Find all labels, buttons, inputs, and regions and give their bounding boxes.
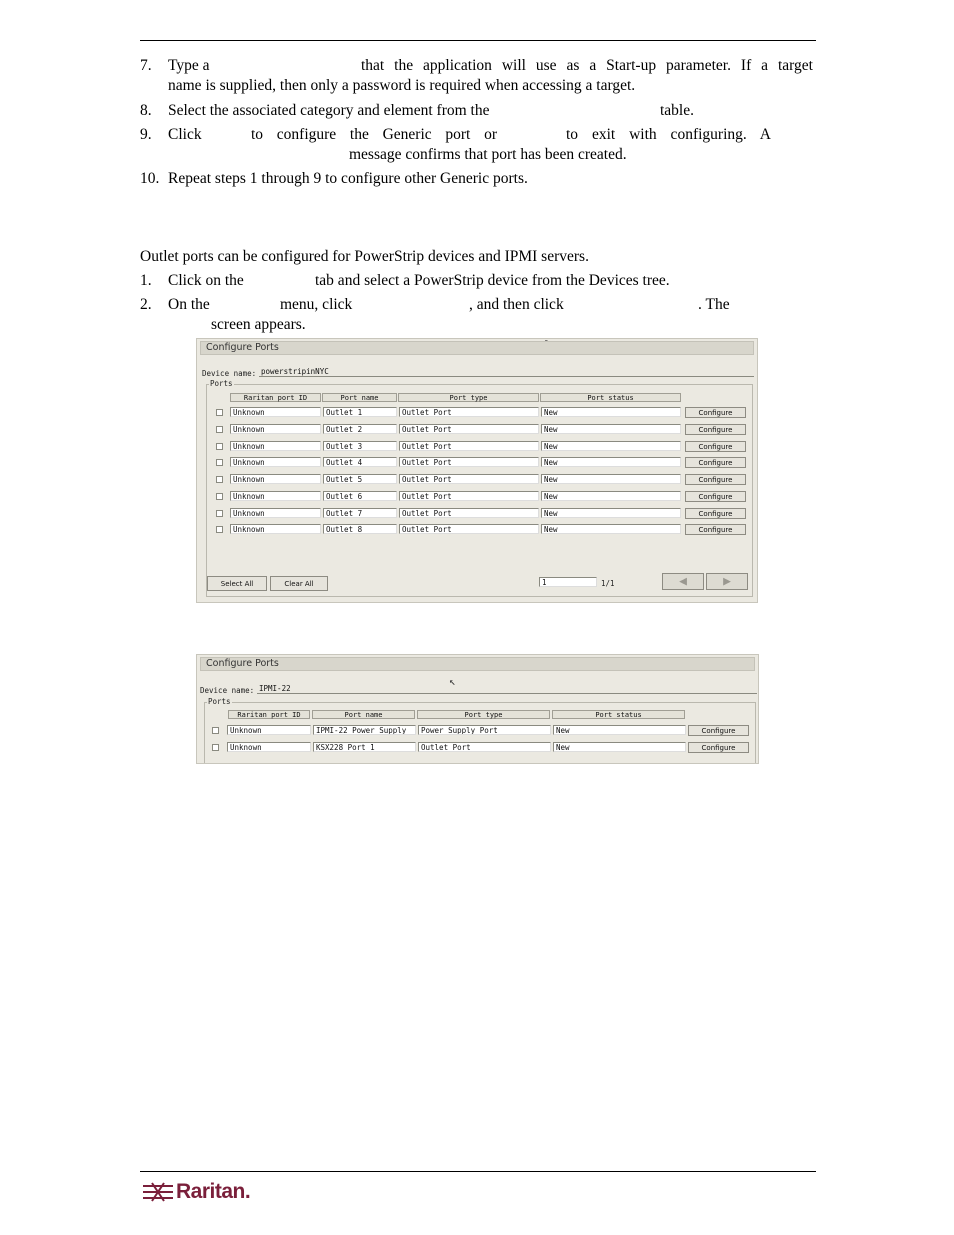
port-type-field[interactable]: Power Supply Port — [418, 725, 551, 735]
configure-button[interactable]: Configure — [685, 491, 746, 502]
raritan-port-id-field[interactable]: Unknown — [227, 742, 311, 752]
port-name-field[interactable]: Outlet_8 — [323, 524, 397, 534]
row-checkbox[interactable] — [212, 744, 219, 751]
step-9-line2: message confirms that port has been created. — [349, 146, 627, 163]
port-status-field[interactable]: New — [541, 491, 681, 501]
port-status-field[interactable]: New — [541, 441, 681, 451]
device-name-label: Device name: — [202, 369, 257, 378]
port-type-field[interactable]: Outlet Port — [399, 441, 539, 451]
port-status-field[interactable]: New — [541, 524, 681, 534]
raritan-port-id-field[interactable]: Unknown — [230, 474, 321, 484]
port-type-field[interactable]: Outlet Port — [418, 742, 551, 752]
port-type-field[interactable]: Outlet Port — [399, 474, 539, 484]
device-name-label: Device name: — [200, 686, 255, 695]
header-port-status[interactable]: Port status — [540, 393, 681, 402]
configure-button[interactable]: Configure — [685, 441, 746, 452]
page-total: 1/1 — [601, 579, 615, 588]
outlet-step-1-number: 1. — [140, 272, 152, 289]
configure-ports-screenshot-powerstrip — [196, 338, 758, 603]
mouse-cursor-icon: ↖ — [449, 675, 456, 688]
port-status-field[interactable]: New — [553, 725, 686, 735]
bottom-rule — [140, 1171, 816, 1172]
step-7-line2: name is supplied, then only a password is required when accessing a target. — [168, 77, 636, 94]
header-port-type[interactable]: Port type — [398, 393, 539, 402]
step-9-text-c: to exit with configuring. A — [566, 126, 771, 143]
step-9-text-b: to configure the Generic port or — [251, 126, 497, 143]
step-8-text-b: table. — [660, 102, 694, 119]
page-number-input[interactable]: 1 — [539, 577, 597, 587]
select-all-button[interactable]: Select All — [207, 576, 267, 591]
raritan-port-id-field[interactable]: Unknown — [227, 725, 311, 735]
configure-button[interactable]: Configure — [685, 457, 746, 468]
step-7-number: 7. — [140, 57, 152, 74]
header-raritan-port-id[interactable]: Raritan port ID — [228, 710, 310, 719]
port-type-field[interactable]: Outlet Port — [399, 491, 539, 501]
port-name-field[interactable]: Outlet_6 — [323, 491, 397, 501]
configure-button[interactable]: Configure — [685, 407, 746, 418]
port-type-field[interactable]: Outlet Port — [399, 457, 539, 467]
header-port-status[interactable]: Port status — [552, 710, 685, 719]
configure-ports-screenshot-ipmi — [196, 654, 759, 764]
panel-title: Configure Ports — [200, 657, 755, 671]
configure-button[interactable]: Configure — [685, 508, 746, 519]
outlet-step-2-text-b: menu, click — [280, 296, 353, 313]
port-type-field[interactable]: Outlet Port — [399, 424, 539, 434]
port-type-field[interactable]: Outlet Port — [399, 508, 539, 518]
port-type-field[interactable]: Outlet Port — [399, 407, 539, 417]
port-status-field[interactable]: New — [541, 508, 681, 518]
step-7-text-b: that the application will use as a Start-up parameter. If a target — [361, 57, 813, 74]
row-checkbox[interactable] — [216, 459, 223, 466]
raritan-port-id-field[interactable]: Unknown — [230, 508, 321, 518]
next-page-button[interactable] — [706, 573, 748, 590]
configure-button[interactable]: Configure — [685, 424, 746, 435]
port-name-field[interactable]: IPMI-22 Power Supply — [313, 725, 416, 735]
clear-all-button[interactable]: Clear All — [270, 576, 328, 591]
raritan-port-id-field[interactable]: Unknown — [230, 524, 321, 534]
raritan-port-id-field[interactable]: Unknown — [230, 424, 321, 434]
raritan-logo-text: Raritan. — [176, 1180, 251, 1203]
outlet-step-2-text-c: , and then click — [469, 296, 564, 313]
configure-button[interactable]: Configure — [688, 742, 749, 753]
raritan-logo — [143, 1178, 250, 1206]
header-raritan-port-id[interactable]: Raritan port ID — [230, 393, 321, 402]
outlet-step-1-text-a: Click on the — [168, 272, 244, 289]
configure-button[interactable]: Configure — [685, 474, 746, 485]
row-checkbox[interactable] — [216, 409, 223, 416]
row-checkbox[interactable] — [216, 510, 223, 517]
outlet-step-1-text-b: tab and select a PowerStrip device from the Devices tree. — [315, 272, 670, 289]
port-name-field[interactable]: Outlet_1 — [323, 407, 397, 417]
row-checkbox[interactable] — [216, 443, 223, 450]
outlet-step-2-text-a: On the — [168, 296, 210, 313]
port-name-field[interactable]: Outlet_7 — [323, 508, 397, 518]
port-status-field[interactable]: New — [541, 457, 681, 467]
header-port-type[interactable]: Port type — [417, 710, 550, 719]
row-checkbox[interactable] — [216, 526, 223, 533]
step-8-text-a: Select the associated category and element from the — [168, 102, 490, 119]
port-status-field[interactable]: New — [541, 407, 681, 417]
top-rule — [140, 40, 816, 41]
outlet-step-2-number: 2. — [140, 296, 152, 313]
port-name-field[interactable]: Outlet_3 — [323, 441, 397, 451]
port-status-field[interactable]: New — [553, 742, 686, 752]
device-name-field[interactable]: IPMI-22 — [257, 684, 757, 694]
row-checkbox[interactable] — [216, 493, 223, 500]
port-name-field[interactable]: Outlet_4 — [323, 457, 397, 467]
row-checkbox[interactable] — [216, 476, 223, 483]
header-port-name[interactable]: Port name — [312, 710, 415, 719]
panel-title: Configure Ports — [200, 341, 754, 355]
port-status-field[interactable]: New — [541, 424, 681, 434]
port-type-field[interactable]: Outlet Port — [399, 524, 539, 534]
outlet-intro: Outlet ports can be configured for PowerStrip devices and IPMI servers. — [140, 248, 589, 265]
step-7-text-a: Type a — [168, 57, 210, 74]
port-name-field[interactable]: Outlet_2 — [323, 424, 397, 434]
outlet-step-2-text-d: . The — [698, 296, 730, 313]
raritan-port-id-field[interactable]: Unknown — [230, 407, 321, 417]
step-10-text: Repeat steps 1 through 9 to configure other Generic ports. — [168, 170, 528, 187]
step-9-text-a: Click — [168, 126, 202, 143]
raritan-port-id-field[interactable]: Unknown — [230, 491, 321, 501]
configure-button[interactable]: Configure — [688, 725, 749, 736]
step-10-number: 10. — [140, 170, 160, 187]
configure-button[interactable]: Configure — [685, 524, 746, 535]
step-9-number: 9. — [140, 126, 152, 143]
step-8-number: 8. — [140, 102, 152, 119]
port-name-field[interactable]: KSX228 Port 1 — [313, 742, 416, 752]
row-checkbox[interactable] — [216, 426, 223, 433]
outlet-step-2-line2: screen appears. — [211, 316, 306, 333]
header-port-name[interactable]: Port name — [322, 393, 397, 402]
raritan-port-id-field[interactable]: Unknown — [230, 457, 321, 467]
arrow-left-icon: ◀ — [679, 574, 687, 589]
port-name-field[interactable]: Outlet_5 — [323, 474, 397, 484]
port-status-field[interactable]: New — [541, 474, 681, 484]
ports-group-label: Ports — [210, 379, 233, 388]
ports-group-label: Ports — [208, 697, 231, 706]
raritan-logo-icon — [143, 1182, 173, 1202]
previous-page-button[interactable] — [662, 573, 704, 590]
row-checkbox[interactable] — [212, 727, 219, 734]
device-name-field[interactable]: powerstripinNYC — [259, 367, 754, 377]
arrow-right-icon: ▶ — [723, 574, 731, 589]
raritan-port-id-field[interactable]: Unknown — [230, 441, 321, 451]
